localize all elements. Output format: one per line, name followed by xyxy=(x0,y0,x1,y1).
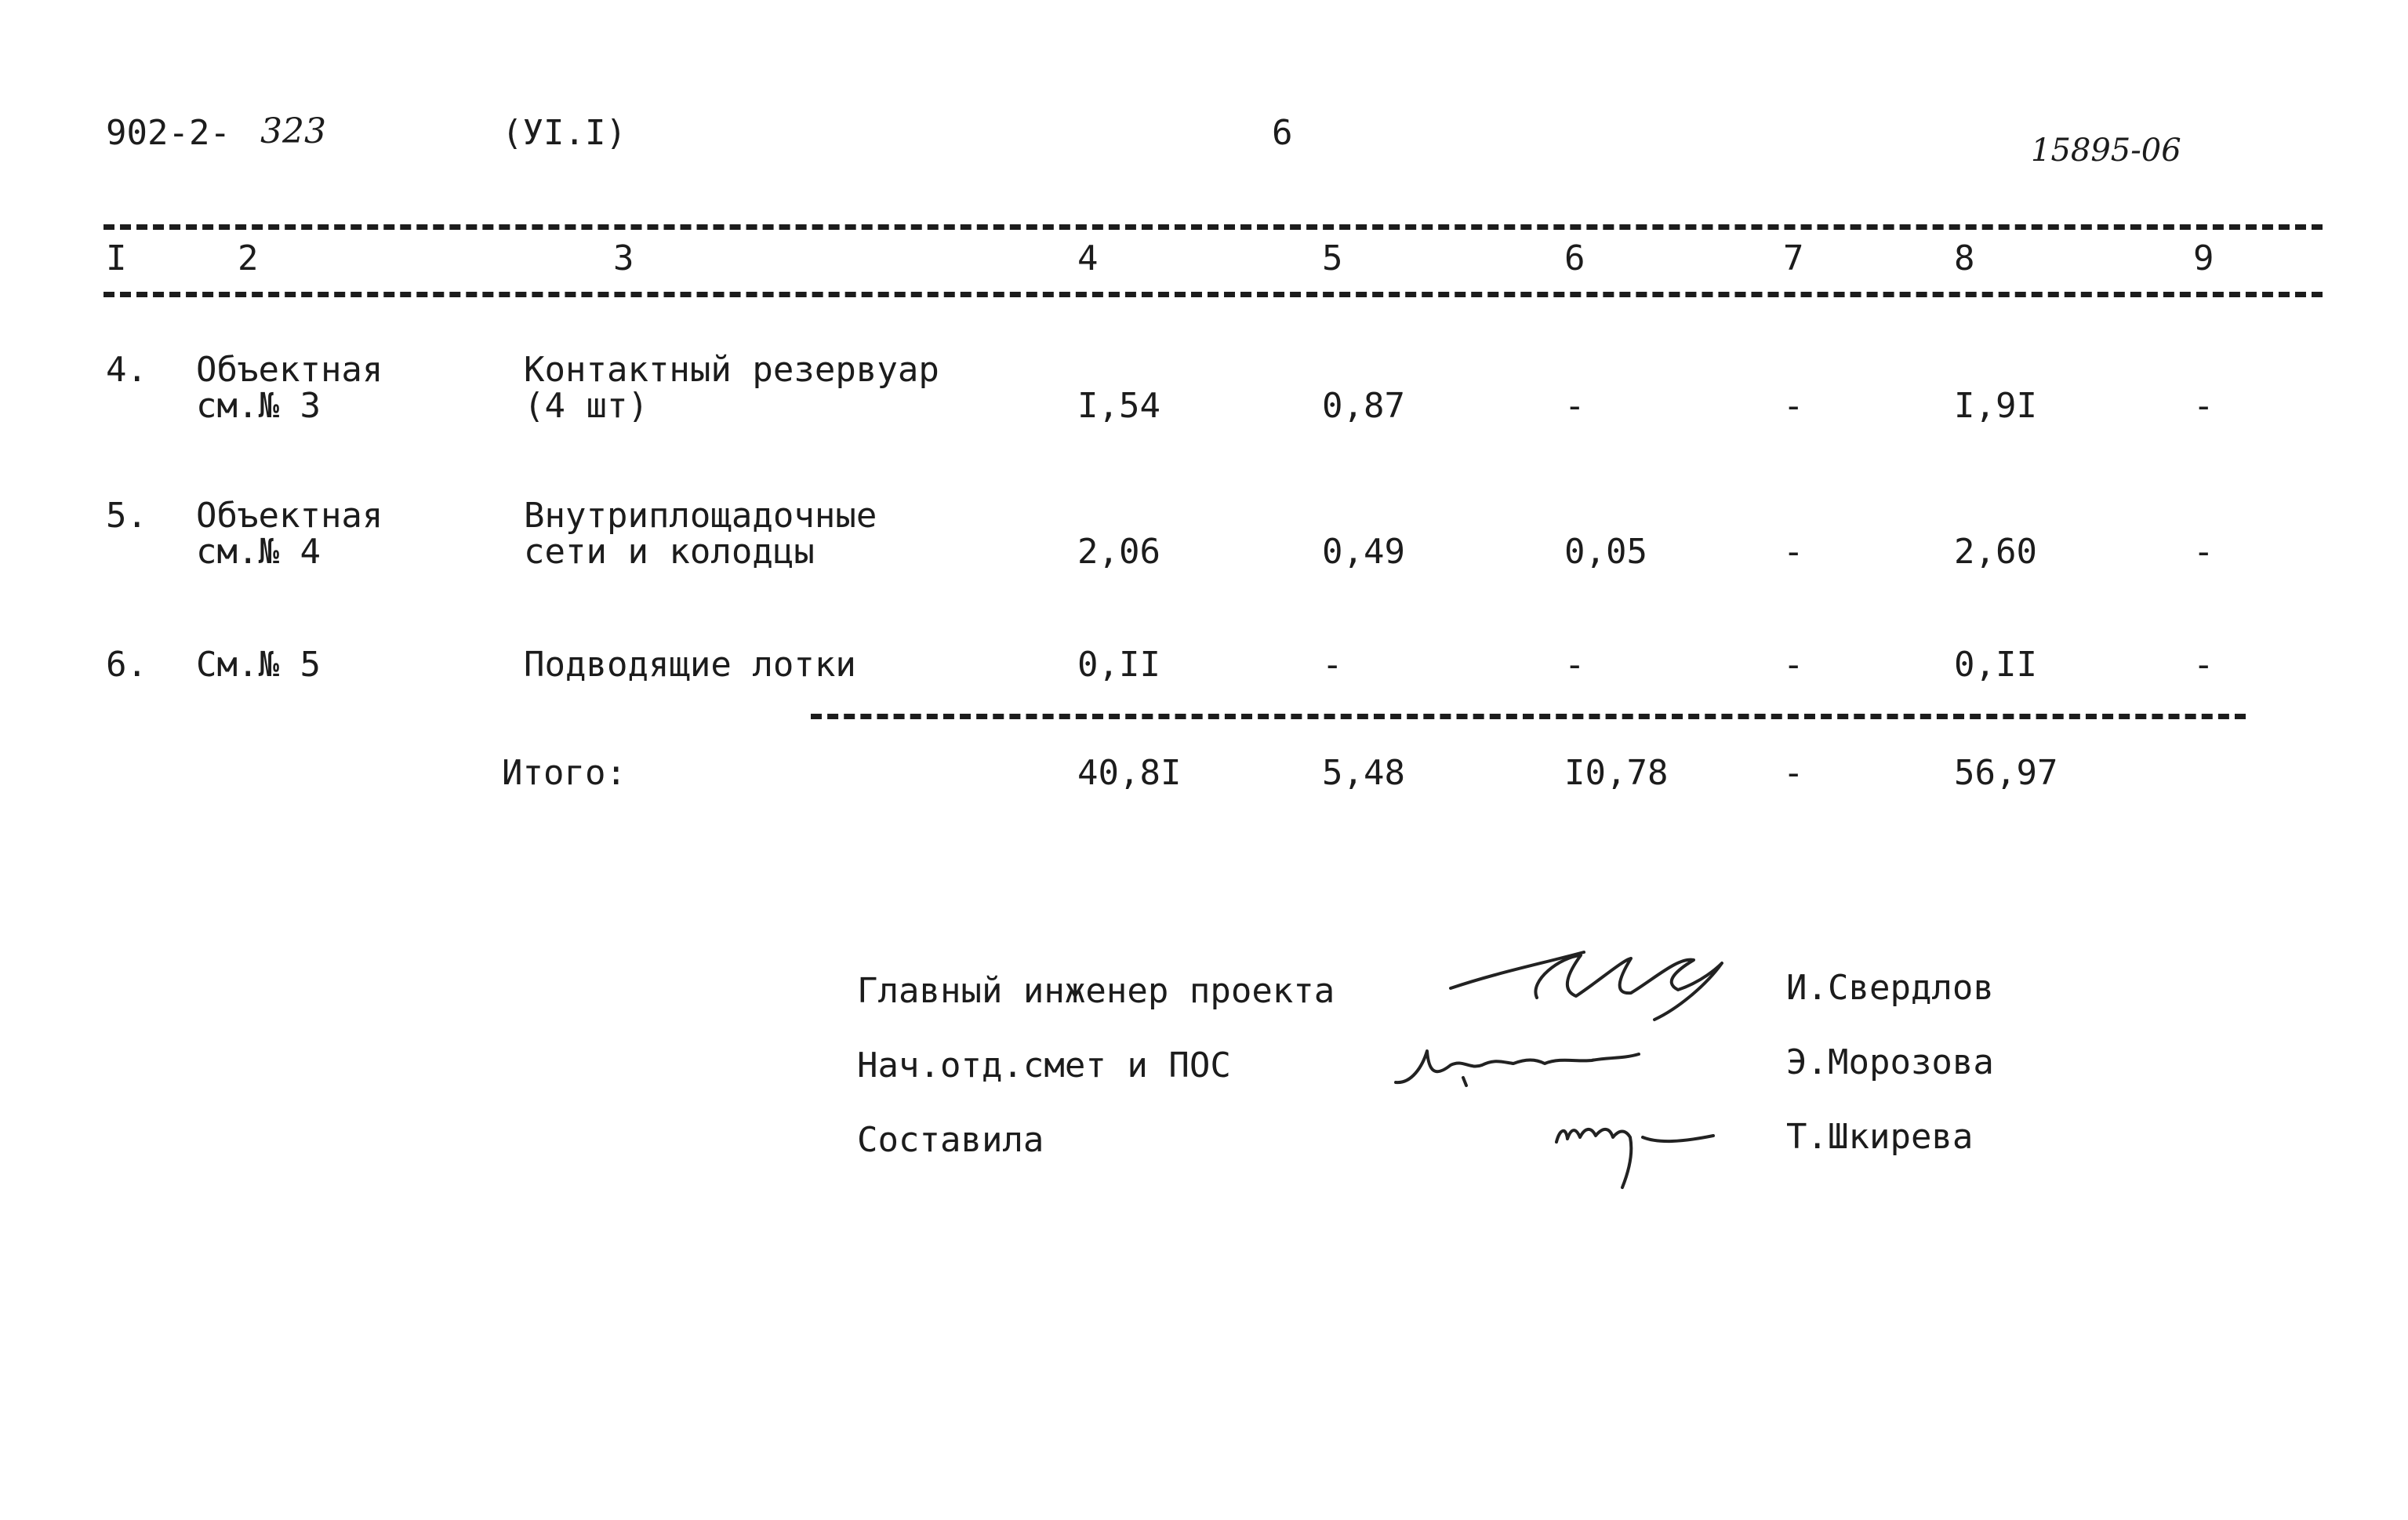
doc-number: 323 xyxy=(260,111,326,151)
item-name: Контактный резервуар xyxy=(524,350,939,390)
total-col-7: - xyxy=(1783,753,1804,793)
row-number: 4. xyxy=(106,350,147,390)
value-col-5: - xyxy=(1322,645,1343,685)
column-header-7: 7 xyxy=(1783,238,1804,278)
value-col-7: - xyxy=(1783,532,1804,572)
value-col-7: - xyxy=(1783,386,1804,426)
page-number: 6 xyxy=(1272,113,1293,153)
header-rule-bottom xyxy=(104,292,2323,297)
estimate-ref: Объектная xyxy=(196,350,383,390)
column-header-5: 5 xyxy=(1322,238,1343,278)
item-name: Внутриплощадочные xyxy=(524,496,877,536)
signature-name: Э.Морозова xyxy=(1786,1042,1994,1082)
total-col-8: 56,97 xyxy=(1954,753,2058,793)
signature-name: И.Свердлов xyxy=(1786,968,1994,1008)
handwritten-signature-estimates-head xyxy=(1388,1035,1654,1090)
item-name: (4 шт) xyxy=(524,386,648,426)
estimate-ref: Объектная xyxy=(196,496,383,536)
value-col-6: - xyxy=(1564,645,1585,685)
total-col-5: 5,48 xyxy=(1322,753,1405,793)
column-header-3: 3 xyxy=(613,238,634,278)
value-col-9: - xyxy=(2193,386,2214,426)
doc-prefix: 902-2- xyxy=(106,113,231,153)
signature-role: Составила xyxy=(857,1120,1044,1160)
value-col-5: 0,87 xyxy=(1322,386,1405,426)
header-rule-top xyxy=(104,224,2323,230)
estimate-ref: См.№ 5 xyxy=(196,645,321,685)
archive-number: 15895-06 xyxy=(2031,133,2181,169)
signature-name: Т.Шкирева xyxy=(1786,1117,1974,1157)
value-col-9: - xyxy=(2193,532,2214,572)
column-header-4: 4 xyxy=(1077,238,1099,278)
value-col-6: 0,05 xyxy=(1564,532,1647,572)
item-name: Подводящие лотки xyxy=(524,645,856,685)
value-col-8: 0,II xyxy=(1954,645,2037,685)
column-header-9: 9 xyxy=(2193,238,2214,278)
total-col-4: 40,8I xyxy=(1077,753,1182,793)
value-col-7: - xyxy=(1783,645,1804,685)
value-col-8: I,9I xyxy=(1954,386,2037,426)
value-col-6: - xyxy=(1564,386,1585,426)
total-col-6: I0,78 xyxy=(1564,753,1669,793)
value-col-5: 0,49 xyxy=(1322,532,1405,572)
column-header-2: 2 xyxy=(238,238,259,278)
handwritten-signature-compiler xyxy=(1549,1106,1721,1192)
column-header-8: 8 xyxy=(1954,238,1975,278)
signature-role: Нач.отд.смет и ПОС xyxy=(857,1045,1231,1085)
column-header-1: I xyxy=(106,238,127,278)
column-header-6: 6 xyxy=(1564,238,1585,278)
value-col-4: 0,II xyxy=(1077,645,1160,685)
value-col-4: 2,06 xyxy=(1077,532,1160,572)
total-label: Итого: xyxy=(502,753,627,793)
signature-role: Главный инженер проекта xyxy=(857,971,1335,1011)
item-name: сети и колодцы xyxy=(524,532,815,572)
estimate-ref: см.№ 4 xyxy=(196,532,321,572)
row-number: 6. xyxy=(106,645,147,685)
section-code: (УI.I) xyxy=(502,113,627,153)
total-rule xyxy=(811,714,2246,719)
row-number: 5. xyxy=(106,496,147,536)
handwritten-signature-chief-engineer xyxy=(1443,941,1725,1027)
estimate-ref: см.№ 3 xyxy=(196,386,321,426)
value-col-4: I,54 xyxy=(1077,386,1160,426)
value-col-8: 2,60 xyxy=(1954,532,2037,572)
value-col-9: - xyxy=(2193,645,2214,685)
